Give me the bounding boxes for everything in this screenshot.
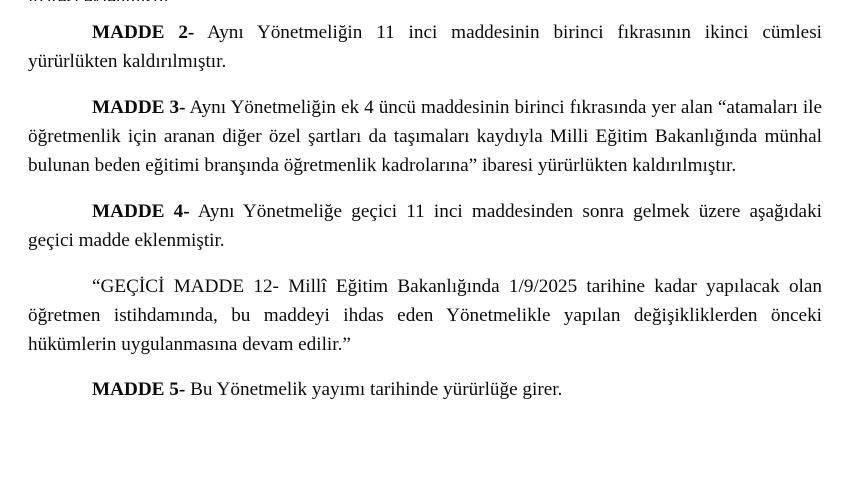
paragraph-text-madde-3: Aynı Yönetmeliğin ek 4 üncü maddesinin birinci fıkrasında yer alan “atamaları ile öğretmenlik için aranan diğer özel şartları da taşımaları kaydıyla Milli Eğitim Bakanlığında münhal bulunan beden eğitimi branşında öğretmenlik kadrolarına” ibaresi yürürlükten kaldırılmıştır. [28, 97, 822, 176]
paragraph-text-madde-4: Aynı Yönetmeliğe geçici 11 inci maddesinden sonra gelmek üzere aşağıdaki geçici madde eklenmiştir. [28, 201, 822, 251]
paragraph-spacer [28, 359, 822, 375]
paragraph-madde-4 [28, 197, 822, 255]
paragraph-text-madde-2: Aynı Yönetmeliğin 11 inci maddesinin birinci fıkrasının ikinci cümlesi yürürlükten kaldırılmıştır. [28, 22, 822, 72]
paragraph-label-madde-4: MADDE 4- [92, 201, 190, 222]
paragraph-label-madde-5: MADDE 5- [92, 379, 186, 400]
paragraph-madde-2 [28, 18, 822, 76]
paragraph-text-gecici-madde-12: “GEÇİCİ MADDE 12- Millî Eğitim Bakanlığında 1/9/2025 tarihine kadar yapılacak olan öğretmen istihdamında, bu maddeyi ihdas eden Yönetmelikle yapılan değişikliklerden önceki hükümlerin uygulanmasına devam edilir.” [28, 276, 822, 355]
paragraph-spacer [28, 255, 822, 272]
paragraph-madde-5 [28, 375, 822, 404]
paragraph-gecici-madde-12 [28, 272, 822, 359]
paragraph-label-madde-3: MADDE 3- [92, 97, 186, 118]
paragraph-spacer [28, 1, 822, 18]
paragraph-madde-3 [28, 93, 822, 180]
paragraph-spacer [28, 76, 822, 93]
paragraph-spacer [28, 180, 822, 197]
paragraph-label-madde-2: MADDE 2- [92, 22, 195, 43]
paragraph-text-madde-5: Bu Yönetmelik yayımı tarihinde yürürlüğe girer. [185, 379, 563, 400]
